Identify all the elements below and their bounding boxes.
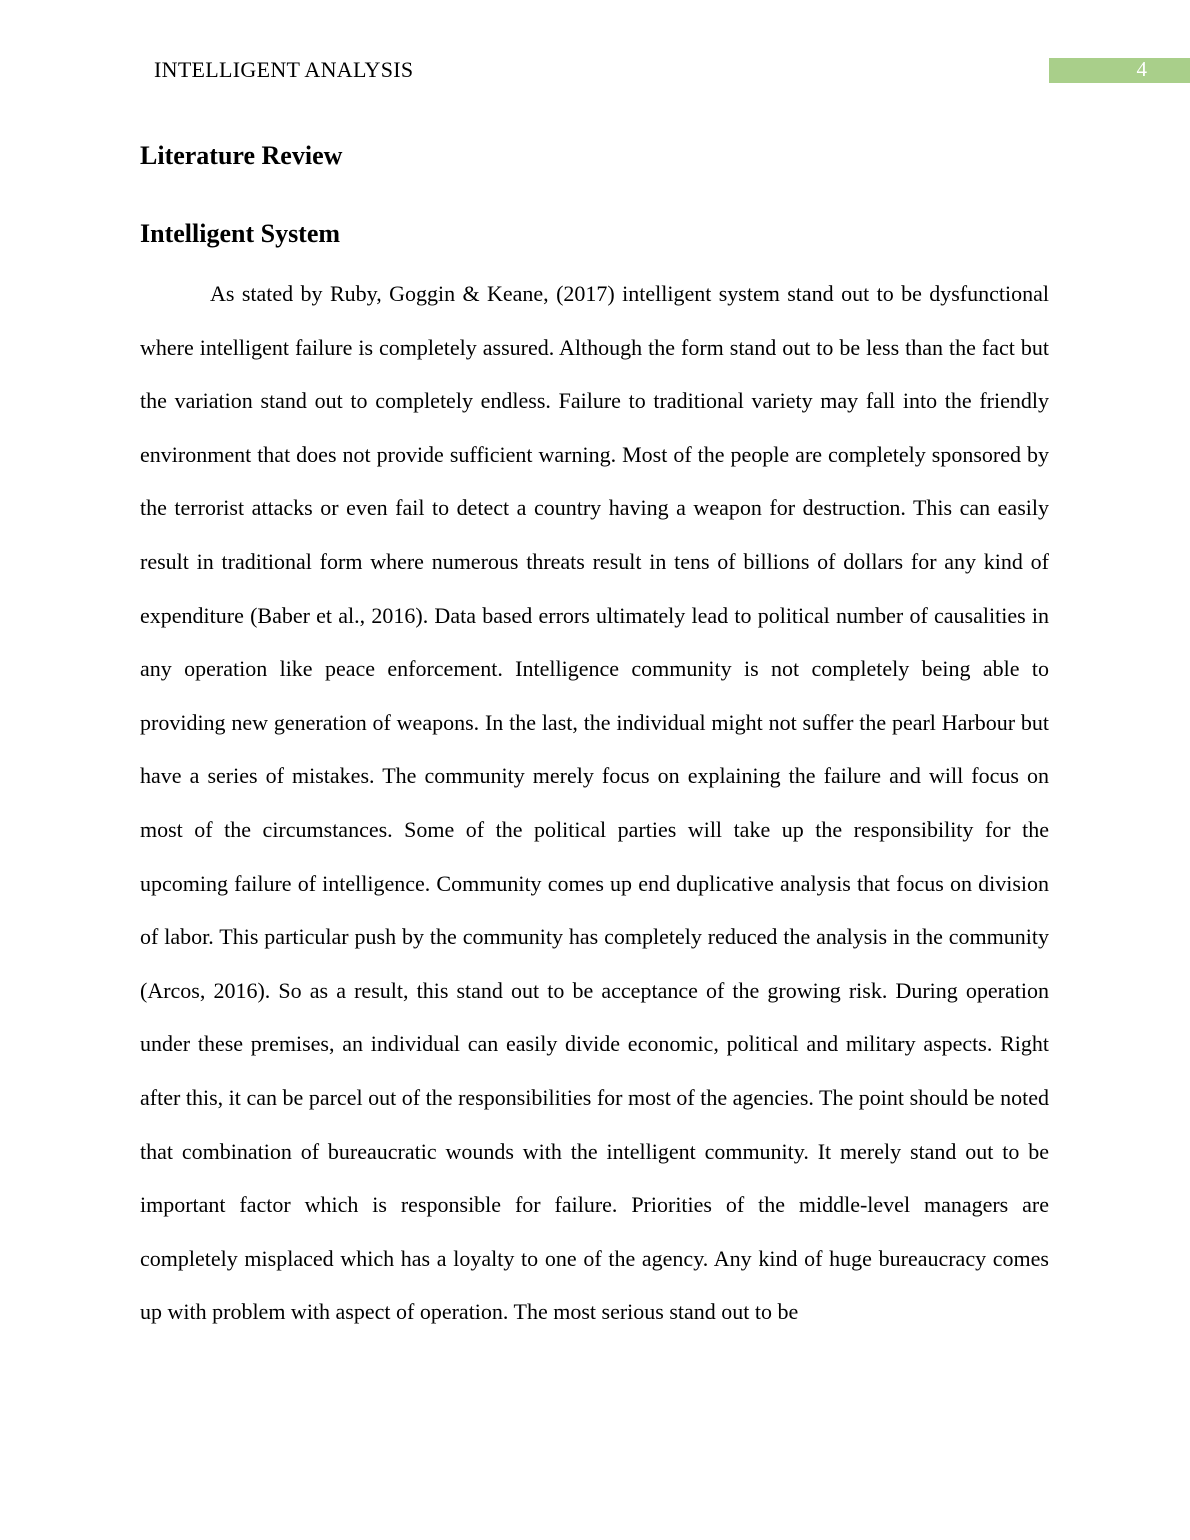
- page-number-box: [1049, 58, 1190, 83]
- section-heading: Literature Review: [140, 141, 343, 170]
- page-number: 4: [1136, 57, 1147, 81]
- subsection-heading: Intelligent System: [140, 219, 341, 248]
- running-head: INTELLIGENT ANALYSIS: [154, 57, 414, 82]
- body-paragraph: As stated by Ruby, Goggin & Keane, (2017) intelligent system stand out to be dysfunctional where intelligent failure is completely assured. Although the form stand out to be less than the fact but the variation stand out to completely endless. Failure to traditional variety may fall into the friendly environment that does not provide sufficient warning. Most of the people are completely sponsored by the terrorist attacks or even fail to detect a country having a weapon for destruction. This can easily result in traditional form where numerous threats result in tens of billions of dollars for any kind of expenditure (Baber et al., 2016). Data based errors ultimately lead to political number of causalities in any operation like peace enforcement. Intelligence community is not completely being able to providing new generation of weapons. In the last, the individual might not suffer the pearl Harbour but have a series of mistakes. The community merely focus on explaining the failure and will focus on most of the circumstances. Some of the political parties will take up the responsibility for the upcoming failure of intelligence. Community comes up end duplicative analysis that focus on division of labor. This particular push by the community has completely reduced the analysis in the community (Arcos, 2016). So as a result, this stand out to be acceptance of the growing risk. During operation under these premises, an individual can easily divide economic, political and military aspects. Right after this, it can be parcel out of the responsibilities for most of the agencies. The point should be noted that combination of bureaucratic wounds with the intelligent community. It merely stand out to be important factor which is responsible for failure. Priorities of the middle-level managers are completely misplaced which has a loyalty to one of the agency. Any kind of huge bureaucracy comes up with problem with aspect of operation. The most serious stand out to be: [140, 281, 1049, 1325]
